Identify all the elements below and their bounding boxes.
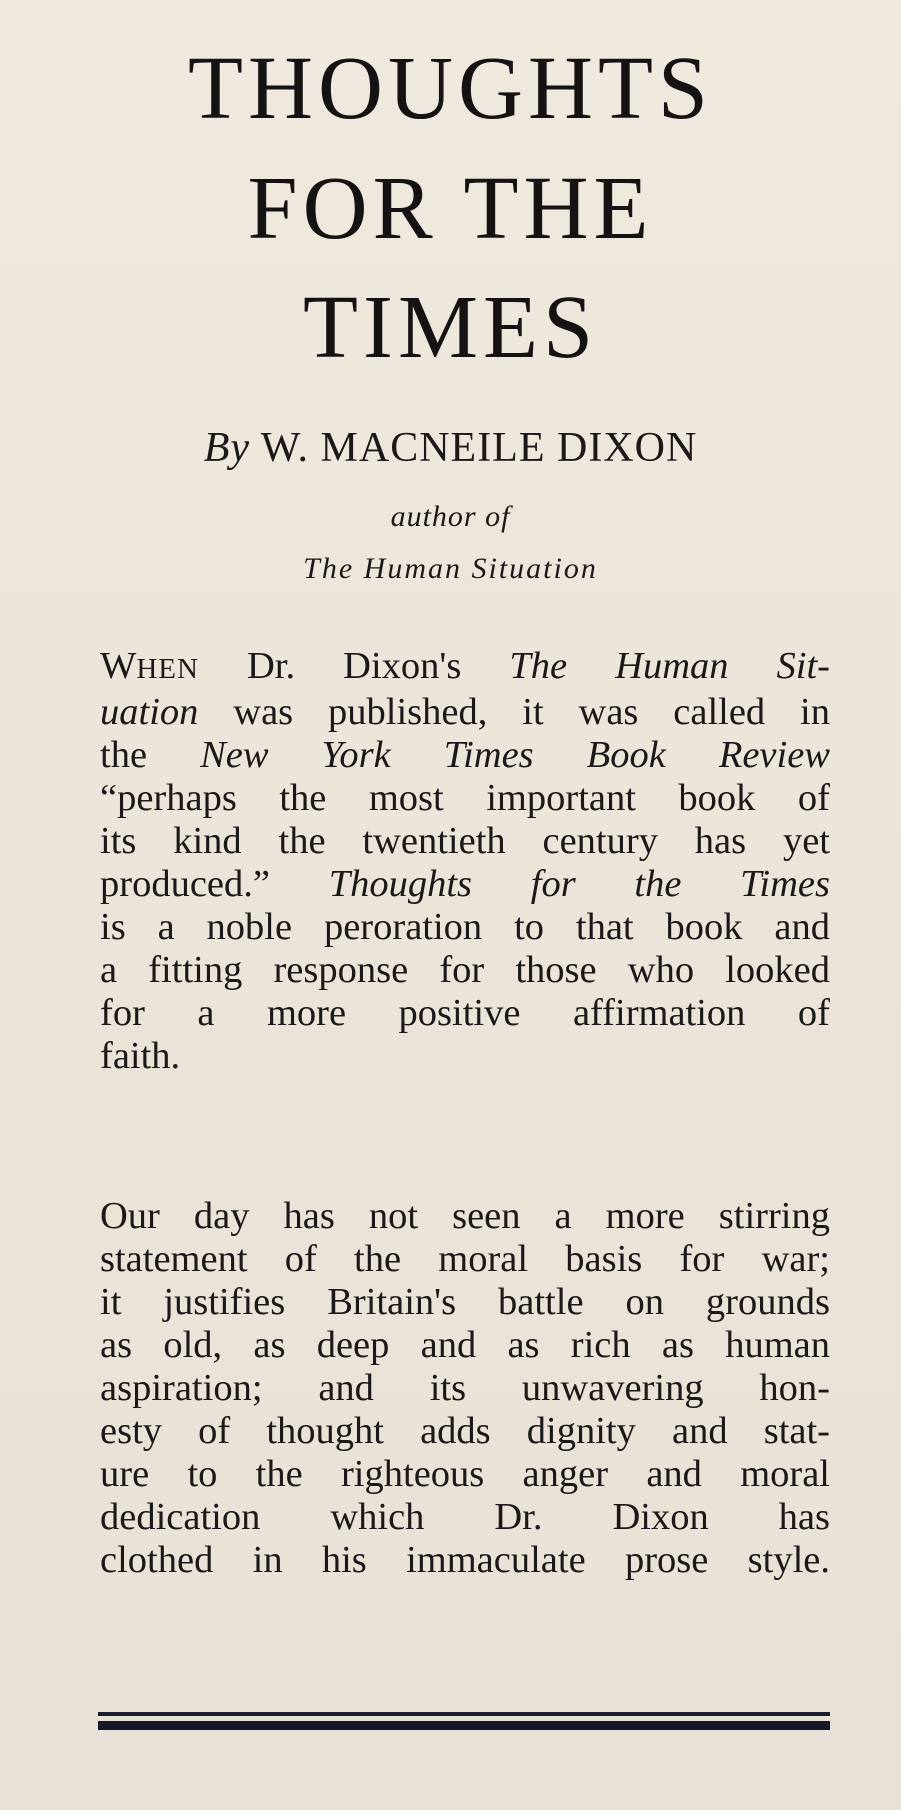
paragraph-line: is a noble peroration to that book and: [100, 906, 830, 948]
paragraph-line: it justifies Britain's battle on grounds: [100, 1281, 830, 1323]
book-title-italic: Thoughts for the Times: [328, 863, 830, 905]
paragraph-line: for a more positive affirmation of: [100, 992, 830, 1034]
lead-small-caps: HEN: [136, 653, 199, 685]
paragraph-line: [100, 645, 830, 691]
previous-work-title: The Human Situation: [303, 552, 598, 585]
line-text: produced.”: [100, 863, 329, 905]
paragraph-line: [100, 863, 830, 906]
paragraph-line: as old, as deep and as rich as human: [100, 1324, 830, 1366]
title-line-1: THOUGHTS: [188, 39, 713, 138]
byline: [0, 424, 901, 472]
title-line-3: TIMES: [303, 278, 598, 377]
byline-by: By: [203, 425, 250, 471]
publication-italic: New York Times Book Review: [200, 734, 830, 776]
title-line-2: FOR THE: [247, 159, 654, 258]
paragraph-line: [100, 734, 830, 777]
paragraph-line: aspiration; and its unwavering hon-: [100, 1367, 830, 1409]
paragraph-line: “perhaps the most important book of: [100, 777, 830, 819]
line-text: was published, it was called in: [198, 691, 830, 733]
divider-rule-thick: [98, 1721, 830, 1730]
line-text: the: [100, 734, 201, 776]
paragraph-line: a fitting response for those who looked: [100, 949, 830, 991]
book-title-italic: uation: [100, 691, 199, 733]
paragraph-line: statement of the moral basis for war;: [100, 1238, 830, 1280]
paragraph-line: Our day has not seen a more stirring: [100, 1195, 830, 1237]
byline-author: W. MACNEILE DIXON: [260, 425, 698, 471]
paragraph-line: ure to the righteous anger and moral: [100, 1453, 830, 1495]
lead-cap: W: [100, 645, 137, 687]
paragraph-line: its kind the twentieth century has yet: [100, 820, 830, 862]
author-of-label: author of: [390, 500, 511, 533]
paragraph-line: dedication which Dr. Dixon has: [100, 1496, 830, 1538]
line-text: Dr. Dixon's: [198, 645, 510, 687]
paragraph-line: esty of thought adds dignity and stat-: [100, 1410, 830, 1452]
divider-rule-thin: [98, 1712, 830, 1716]
description-paragraph-1: [100, 645, 830, 1078]
description-paragraph-2: [100, 1195, 830, 1582]
paragraph-line: clothed in his immaculate prose style.: [100, 1539, 830, 1581]
paragraph-line: faith.: [100, 1035, 181, 1077]
paragraph-line: [100, 691, 830, 734]
book-title-italic: The Human Sit-: [509, 645, 830, 687]
